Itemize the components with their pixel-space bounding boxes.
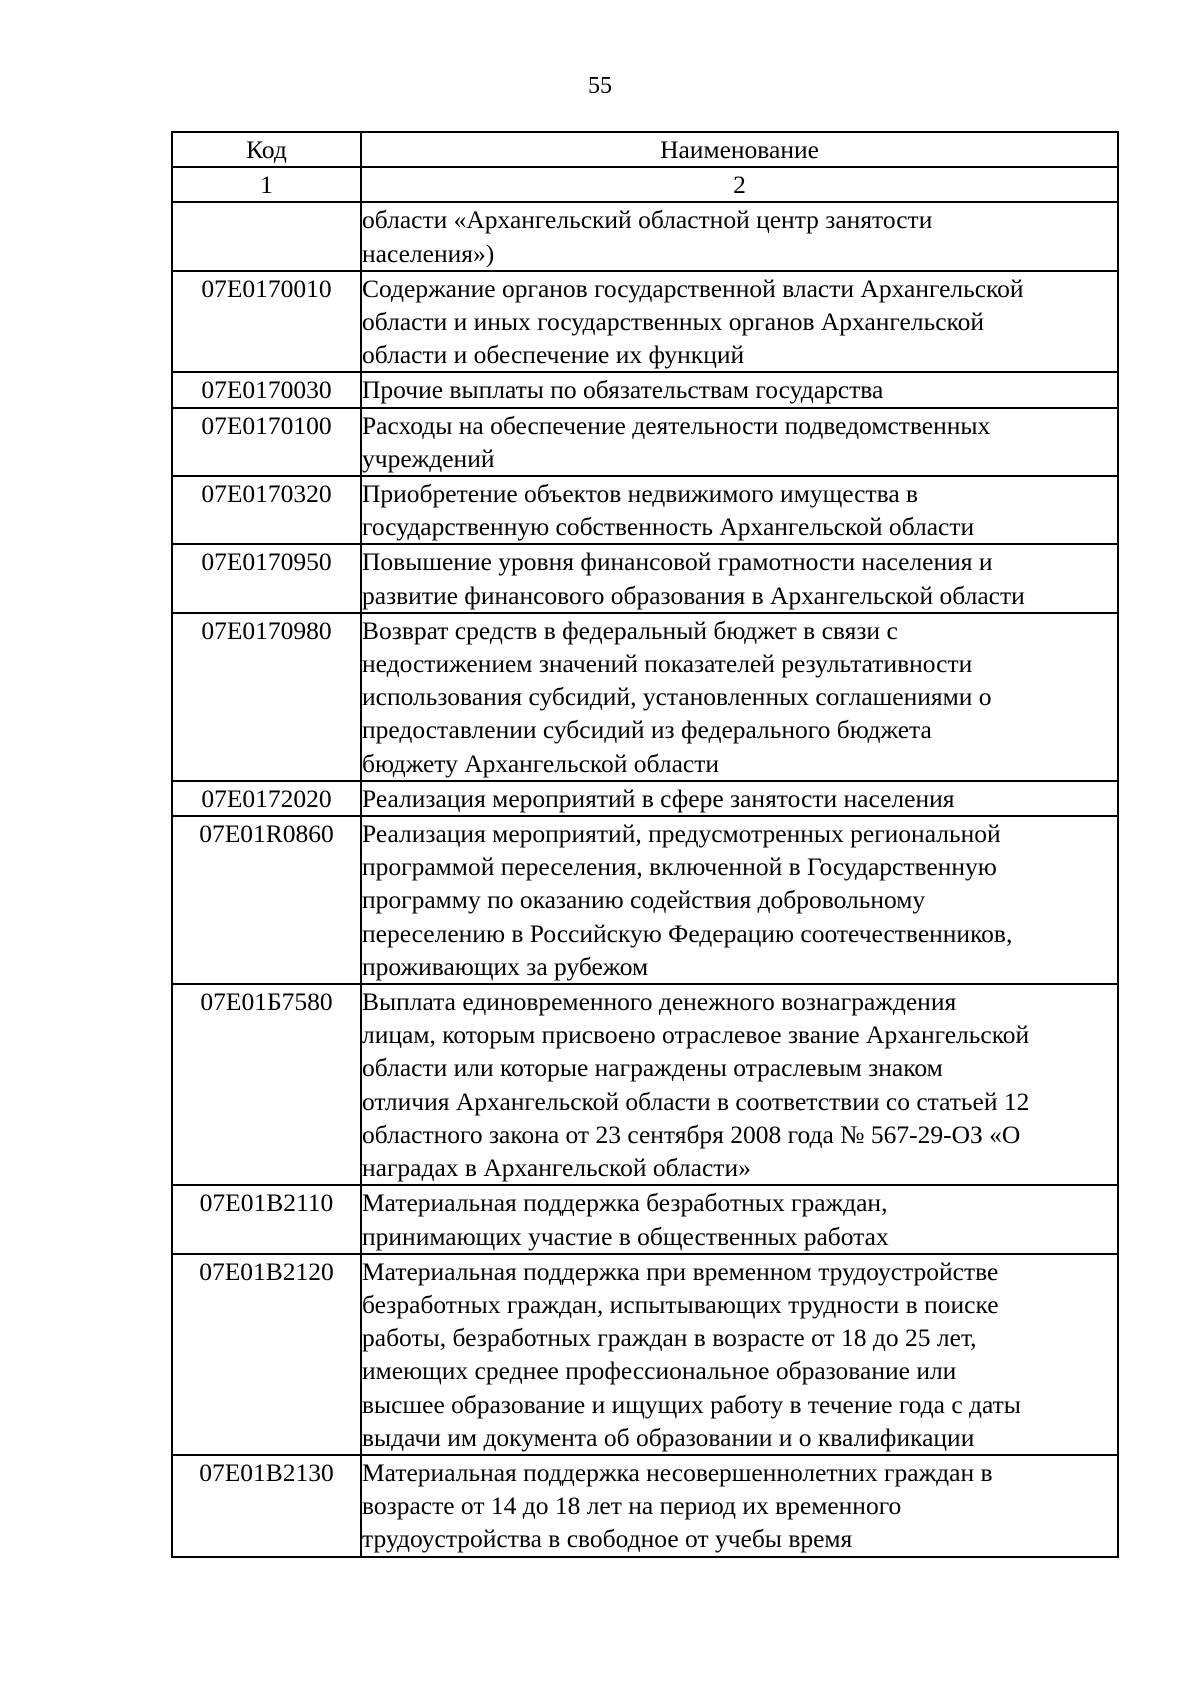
row-name-line: населения») bbox=[362, 238, 495, 268]
row-name-line: безработных граждан, испытывающих трудности в поиске bbox=[362, 1289, 999, 1319]
row-name-line: программой переселения, включенной в Государственную bbox=[362, 852, 997, 882]
row-code: 07Е01В2110 bbox=[172, 1185, 361, 1253]
header-code: Код bbox=[172, 132, 361, 167]
row-name-line: Приобретение объектов недвижимого имущества в bbox=[362, 479, 919, 509]
table-row bbox=[172, 1455, 1118, 1557]
row-code: 07Е01В2130 bbox=[172, 1455, 361, 1557]
row-code: 07Е0170030 bbox=[172, 372, 361, 407]
row-name bbox=[361, 271, 1118, 373]
row-name-line: работы, безработных граждан в возрасте от 18 до 25 лет, bbox=[362, 1323, 977, 1353]
row-name-line: переселению в Российскую Федерацию соотечественников, bbox=[362, 918, 1013, 948]
table-row bbox=[172, 613, 1118, 781]
row-name-line: области «Архангельский областной центр занятости bbox=[362, 205, 933, 235]
row-name-line: трудоустройства в свободное от учебы время bbox=[362, 1524, 853, 1554]
column-number-name: 2 bbox=[361, 167, 1118, 202]
row-name-line: имеющих среднее профессиональное образование или bbox=[362, 1356, 957, 1386]
row-name bbox=[361, 476, 1118, 544]
row-name bbox=[361, 1254, 1118, 1455]
row-name-line: области или которые награждены отраслевым знаком bbox=[362, 1053, 943, 1083]
table-row bbox=[172, 202, 1118, 270]
header-name: Наименование bbox=[361, 132, 1118, 167]
row-code: 07Е0170100 bbox=[172, 408, 361, 476]
row-name bbox=[361, 781, 1118, 816]
row-code: 07Е0172020 bbox=[172, 781, 361, 816]
row-code: 07Е01R0860 bbox=[172, 816, 361, 984]
row-name-line: бюджету Архангельской области bbox=[362, 748, 719, 778]
row-name-line: государственную собственность Архангельской области bbox=[362, 512, 975, 542]
row-name-line: Расходы на обеспечение деятельности подведомственных bbox=[362, 410, 991, 440]
row-name-line: возрасте от 14 до 18 лет на период их временного bbox=[362, 1491, 902, 1521]
row-name-line: отличия Архангельской области в соответствии со статьей 12 bbox=[362, 1086, 1030, 1116]
row-name-line: Материальная поддержка несовершеннолетних граждан в bbox=[362, 1457, 993, 1487]
row-code bbox=[172, 202, 361, 270]
row-name-line: областного закона от 23 сентября 2008 года № 567-29-ОЗ «О bbox=[362, 1119, 1021, 1149]
table-row bbox=[172, 984, 1118, 1185]
row-name-line: учреждений bbox=[362, 443, 495, 473]
row-name-line: наградах в Архангельской области» bbox=[362, 1153, 751, 1183]
table-row bbox=[172, 372, 1118, 407]
row-code: 07Е0170010 bbox=[172, 271, 361, 373]
row-name bbox=[361, 613, 1118, 781]
table-row bbox=[172, 1185, 1118, 1253]
table-head bbox=[172, 132, 1118, 202]
row-code: 07Е0170950 bbox=[172, 544, 361, 612]
row-name-line: принимающих участие в общественных работах bbox=[362, 1221, 889, 1251]
table-row bbox=[172, 544, 1118, 612]
table-row bbox=[172, 476, 1118, 544]
row-name bbox=[361, 544, 1118, 612]
table-row bbox=[172, 271, 1118, 373]
row-name-line: Материальная поддержка при временном трудоустройстве bbox=[362, 1256, 999, 1286]
classification-table bbox=[171, 131, 1119, 1558]
row-name-line: области и обеспечение их функций bbox=[362, 340, 745, 370]
header-row bbox=[172, 132, 1118, 167]
row-name-line: области и иных государственных органов Архангельской bbox=[362, 307, 985, 337]
row-name-line: Содержание органов государственной власти Архангельской bbox=[362, 273, 1024, 303]
row-name-line: выдачи им документа об образовании и о квалификации bbox=[362, 1422, 975, 1452]
row-name-line: Выплата единовременного денежного вознаграждения bbox=[362, 987, 957, 1017]
table-row bbox=[172, 816, 1118, 984]
row-name bbox=[361, 1455, 1118, 1557]
row-code: 07Е01В2120 bbox=[172, 1254, 361, 1455]
table-row bbox=[172, 781, 1118, 816]
row-name-line: Реализация мероприятий, предусмотренных региональной bbox=[362, 819, 1001, 849]
table-row bbox=[172, 1254, 1118, 1455]
row-code: 07Е01Б7580 bbox=[172, 984, 361, 1185]
table-row bbox=[172, 408, 1118, 476]
row-name-line: проживающих за рубежом bbox=[362, 951, 649, 981]
row-name-line: использования субсидий, установленных соглашениями о bbox=[362, 682, 992, 712]
row-name-line: программу по оказанию содействия добровольному bbox=[362, 885, 926, 915]
row-name bbox=[361, 202, 1118, 270]
column-number-row bbox=[172, 167, 1118, 202]
row-name-line: предоставлении субсидий из федерального бюджета bbox=[362, 715, 932, 745]
row-name-line: Реализация мероприятий в сфере занятости населения bbox=[362, 783, 955, 813]
row-name bbox=[361, 408, 1118, 476]
table-body bbox=[172, 202, 1118, 1556]
row-name bbox=[361, 984, 1118, 1185]
row-name-line: Прочие выплаты по обязательствам государства bbox=[362, 375, 884, 405]
row-code: 07Е0170320 bbox=[172, 476, 361, 544]
row-name-line: лицам, которым присвоено отраслевое звание Архангельской bbox=[362, 1020, 1030, 1050]
row-name-line: Материальная поддержка безработных граждан, bbox=[362, 1188, 888, 1218]
row-name bbox=[361, 816, 1118, 984]
row-name bbox=[361, 372, 1118, 407]
row-name-line: недостижением значений показателей результативности bbox=[362, 649, 973, 679]
row-name-line: развитие финансового образования в Архангельской области bbox=[362, 580, 1025, 610]
column-number-code: 1 bbox=[172, 167, 361, 202]
row-code: 07Е0170980 bbox=[172, 613, 361, 781]
row-name bbox=[361, 1185, 1118, 1253]
page-number: 55 bbox=[588, 73, 612, 99]
row-name-line: высшее образование и ищущих работу в течение года с даты bbox=[362, 1389, 1021, 1419]
row-name-line: Возврат средств в федеральный бюджет в связи с bbox=[362, 615, 898, 645]
row-name-line: Повышение уровня финансовой грамотности населения и bbox=[362, 547, 993, 577]
